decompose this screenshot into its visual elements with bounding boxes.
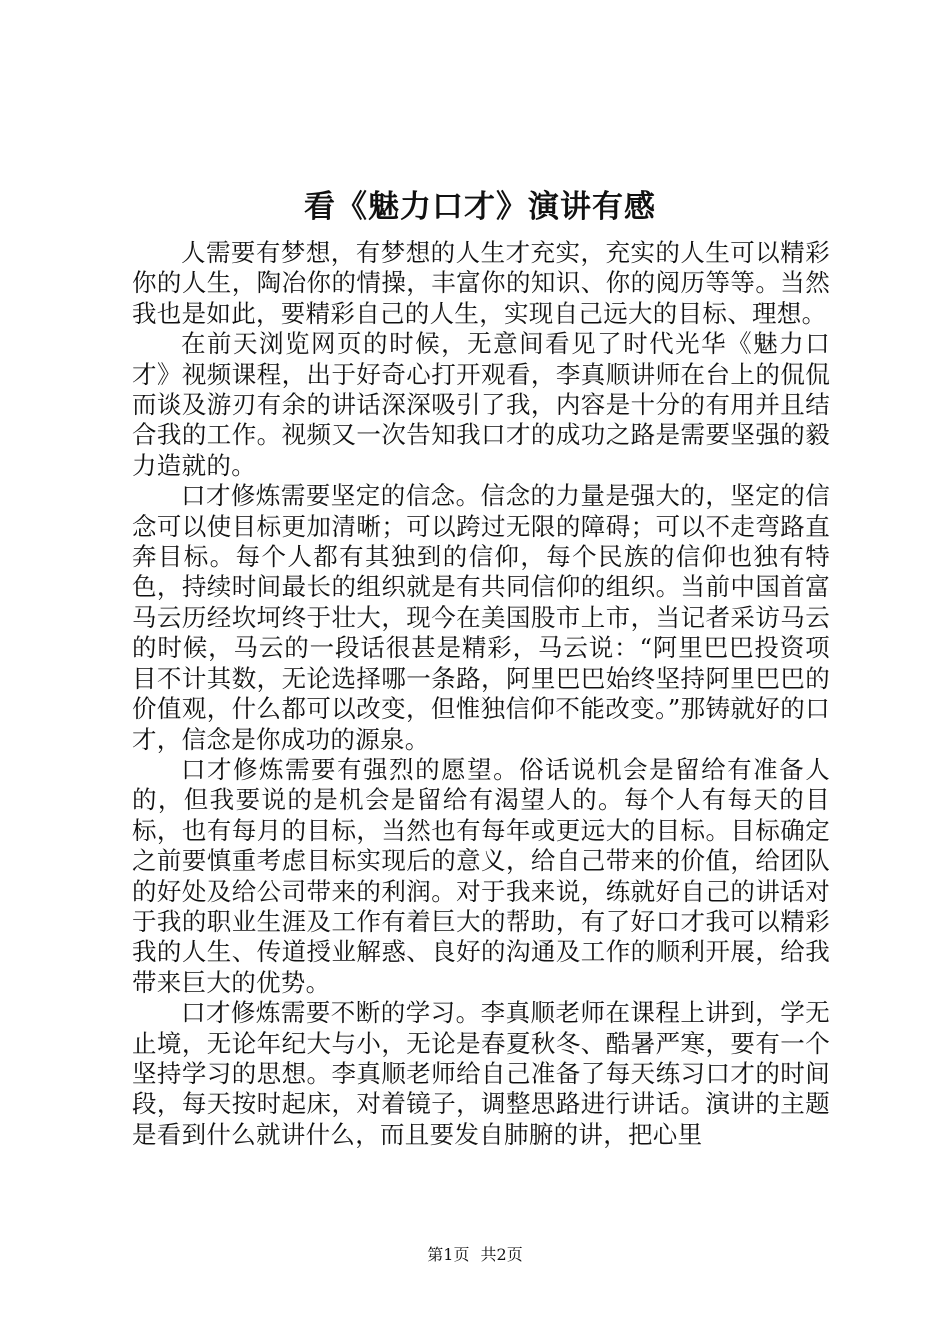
paragraph-3: 口才修炼需要坚定的信念。信念的力量是强大的，坚定的信念可以使目标更加清晰；可以跨过无限的障碍；可以不走弯路直奔目标。每个人都有其独到的信仰，每个民族的信仰也独有特色，持续时间最长的组织就是有共同信仰的组织。当前中国首富马云历经坎坷终于壮大，现今在美国股市上市，当记者采访马云的时候，马云的一段话很甚是精彩，马云说：“阿里巴巴投资项目不计其数，无论选择哪一条路，阿里巴巴始终坚持阿里巴巴的价值观，什么都可以改变，但惟独信仰不能改变。”那铸就好的口才，信念是你成功的源泉。 bbox=[132, 481, 830, 754]
paragraph-2: 在前天浏览网页的时候，无意间看见了时代光华《魅力口才》视频课程，出于好奇心打开观看，李真顺讲师在台上的侃侃而谈及游刃有余的讲话深深吸引了我，内容是十分的有用并且结合我的工作。视频又一次告知我口才的成功之路是需要坚强的毅力造就的。 bbox=[132, 329, 830, 480]
page-footer bbox=[0, 1243, 950, 1267]
paragraph-1: 人需要有梦想，有梦想的人生才充实，充实的人生可以精彩你的人生，陶冶你的情操，丰富你的知识、你的阅历等等。当然我也是如此，要精彩自己的人生，实现自己远大的目标、理想。 bbox=[132, 238, 830, 328]
page-number-total: 共2页 bbox=[480, 1245, 523, 1264]
paragraph-4: 口才修炼需要有强烈的愿望。俗话说机会是留给有准备人的，但我要说的是机会是留给有渴望人的。每个人有每天的目标，也有每月的目标，当然也有每年或更远大的目标。目标确定之前要慎重考虑目标实现后的意义，给自己带来的价值，给团队的好处及给公司带来的利润。对于我来说，练就好自己的讲话对于我的职业生涯及工作有着巨大的帮助，有了好口才我可以精彩我的人生、传道授业解惑、良好的沟通及工作的顺利开展，给我带来巨大的优势。 bbox=[132, 754, 830, 997]
document-title: 看《魅力口才》演讲有感 bbox=[304, 189, 656, 225]
page-number-current: 第1页 bbox=[427, 1245, 470, 1264]
paragraph-5: 口才修炼需要不断的学习。李真顺老师在课程上讲到，学无止境，无论年纪大与小，无论是春夏秋冬、酷暑严寒，要有一个坚持学习的思想。李真顺老师给自己准备了每天练习口才的时间段，每天按时起床，对着镜子，调整思路进行讲话。演讲的主题是看到什么就讲什么，而且要发自肺腑的讲，把心里 bbox=[132, 998, 830, 1149]
document-body bbox=[132, 238, 830, 1150]
